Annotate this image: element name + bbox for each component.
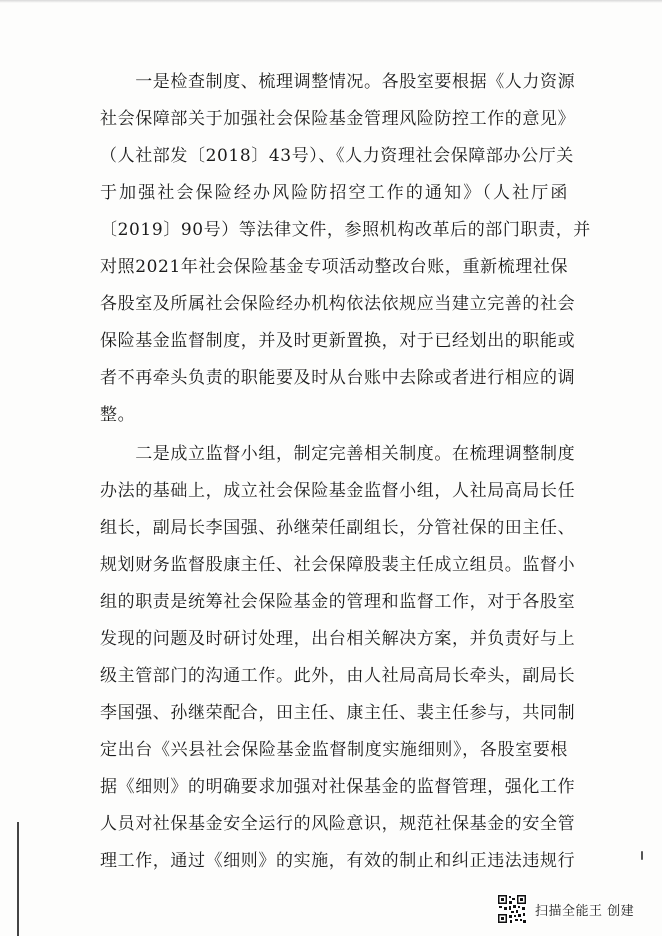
text-line: 一是检查制度、梳理调整情况。各股室要根据《人力资源 <box>100 72 576 92</box>
paragraph <box>100 64 591 434</box>
text-line: 社会保障部关于加强社会保险基金管理风险防控工作的意见》 <box>100 109 576 129</box>
scan-speck <box>641 851 643 860</box>
paragraph <box>100 436 576 880</box>
text-line: 保险基金监督制度，并及时更新置换，对于已经划出的职能或 <box>100 331 576 351</box>
text-line: 办法的基础上，成立社会保险基金监督小组，人社局高局长任 <box>100 481 576 501</box>
text-line: 〔2019〕90号）等法律文件，参照机构改革后的部门职责，并 <box>100 220 591 240</box>
text-line: 组的职责是统筹社会保险基金的管理和监督工作，对于各股室 <box>100 592 576 612</box>
text-line: 组长，副局长李国强、孙继荣任副组长，分管社保的田主任、 <box>100 518 576 538</box>
text-line: 于加强社会保险经办风险防招空工作的通知》（人社厅函 <box>100 183 568 203</box>
scanner-watermark <box>497 891 634 927</box>
text-line: 据《细则》的明确要求加强对社保基金的监督管理，强化工作 <box>100 777 576 797</box>
text-line: 定出台《兴县社会保险基金监督制度实施细则》，各股室要根 <box>100 740 568 760</box>
text-line: （人社部发〔2018〕43号）、《人力资理社会保障部办公厅关 <box>100 146 574 166</box>
scan-edge-left <box>17 822 19 936</box>
qr-code-icon <box>497 894 527 924</box>
text-line: 对照2021年社会保险基金专项活动整改台账，重新梳理社保 <box>100 257 569 277</box>
text-line: 理工作，通过《细则》的实施，有效的制止和纠正违法违规行 <box>100 851 576 871</box>
text-line: 整。 <box>100 405 136 425</box>
text-line: 级主管部门的沟通工作。此外，由人社局高局长牵头，副局长 <box>100 666 576 686</box>
text-line: 者不再牵头负责的职能要及时从台账中去除或者进行相应的调 <box>100 368 576 388</box>
scanner-app-label: 扫描全能王 创建 <box>535 903 635 919</box>
document-body <box>100 64 591 880</box>
text-line: 人员对社保基金安全运行的风险意识，规范社保基金的安全管 <box>100 814 576 834</box>
text-line: 李国强、孙继荣配合，田主任、康主任、裴主任参与，共同制 <box>100 703 576 723</box>
text-line: 各股室及所属社会保险经办机构依法依规应当建立完善的社会 <box>100 294 576 314</box>
scan-edge-top <box>0 0 662 3</box>
text-line: 发现的问题及时研讨处理，出台相关解决方案，并负责好与上 <box>100 629 576 649</box>
text-line: 规划财务监督股康主任、社会保障股裴主任成立组员。监督小 <box>100 555 576 575</box>
text-line: 二是成立监督小组，制定完善相关制度。在梳理调整制度 <box>100 444 576 464</box>
